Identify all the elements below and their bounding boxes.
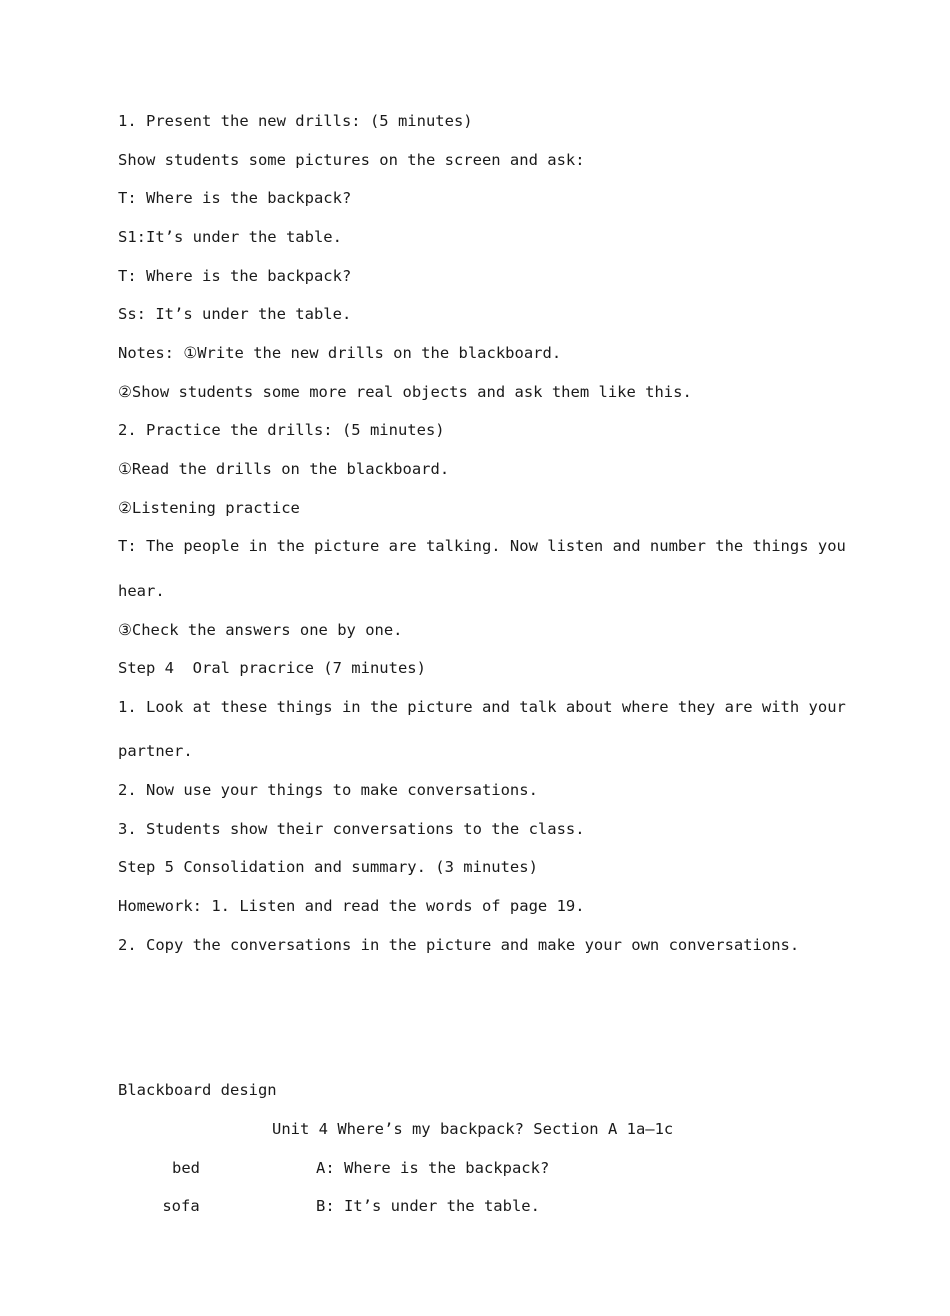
text-line: T: The people in the picture are talking. Now listen and number the things you bbox=[118, 537, 846, 555]
blackboard-title: Unit 4 Where’s my backpack? Section A 1a—1c bbox=[272, 1120, 674, 1138]
text-line: T: Where is the backpack? bbox=[118, 267, 352, 285]
blackboard-word: sofa bbox=[162, 1197, 200, 1215]
text-line: ②Show students some more real objects and ask them like this. bbox=[118, 383, 692, 401]
blackboard-sentence: B: It’s under the table. bbox=[316, 1197, 540, 1215]
text-line: T: Where is the backpack? bbox=[118, 189, 352, 207]
blackboard-word: bed bbox=[172, 1159, 200, 1177]
text-line: 2. Practice the drills: (5 minutes) bbox=[118, 421, 445, 439]
text-line: ③Check the answers one by one. bbox=[118, 621, 403, 639]
text-line: 1. Look at these things in the picture and talk about where they are with your bbox=[118, 698, 846, 716]
text-line: 2. Copy the conversations in the picture and make your own conversations. bbox=[118, 936, 800, 954]
text-line: Step 5 Consolidation and summary. (3 minutes) bbox=[118, 858, 538, 876]
text-line: 2. Now use your things to make conversations. bbox=[118, 781, 538, 799]
text-line: Notes: ①Write the new drills on the blackboard. bbox=[118, 344, 562, 362]
text-line: Step 4 Oral pracrice (7 minutes) bbox=[118, 659, 426, 677]
blackboard-sentence: A: Where is the backpack? bbox=[316, 1159, 550, 1177]
text-line: 1. Present the new drills: (5 minutes) bbox=[118, 112, 473, 130]
text-line: ①Read the drills on the blackboard. bbox=[118, 460, 450, 478]
text-line: Ss: It’s under the table. bbox=[118, 305, 352, 323]
text-line: Homework: 1. Listen and read the words of page 19. bbox=[118, 897, 585, 915]
text-line: ②Listening practice bbox=[118, 499, 300, 517]
text-line: hear. bbox=[118, 582, 165, 600]
text-line: S1:It’s under the table. bbox=[118, 228, 342, 246]
text-line: Show students some pictures on the screen and ask: bbox=[118, 151, 585, 169]
text-line: 3. Students show their conversations to the class. bbox=[118, 820, 585, 838]
blackboard-heading: Blackboard design bbox=[118, 1081, 277, 1099]
text-line: partner. bbox=[118, 742, 193, 760]
